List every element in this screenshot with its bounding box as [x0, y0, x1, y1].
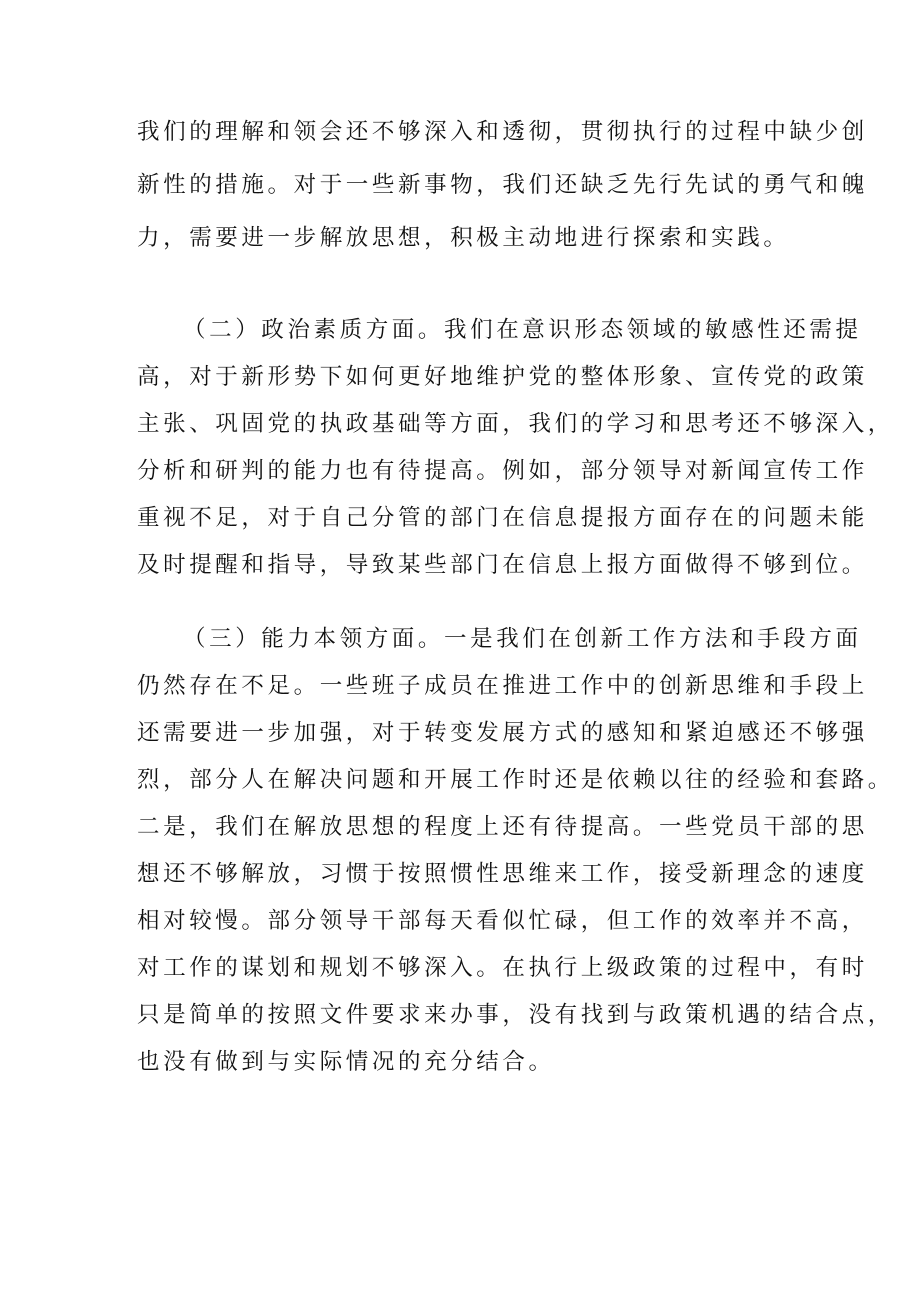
text-line: 想还不够解放，习惯于按照惯性思维来工作，接受新理念的速度 [137, 861, 868, 887]
text-line: 也没有做到与实际情况的充分结合。 [137, 1049, 555, 1075]
text-line: 高，对于新形势下如何更好地维护党的整体形象、宣传党的政策 [137, 364, 868, 390]
text-line: 仍然存在不足。一些班子成员在推进工作中的创新思维和手段上 [137, 673, 868, 699]
text-line: 力，需要进一步解放思想，积极主动地进行探索和实践。 [137, 225, 790, 251]
text-line: 分析和研判的能力也有待提高。例如，部分领导对新闻宣传工作 [137, 458, 868, 484]
text-line: （二）政治素质方面。我们在意识形态领域的敏感性还需提 [183, 317, 862, 343]
text-line: 还需要进一步加强，对于转变发展方式的感知和紧迫感还不够强 [137, 720, 868, 746]
text-line: 烈，部分人在解决问题和开展工作时还是依赖以往的经验和套路。 [137, 767, 894, 793]
text-line: 我们的理解和领会还不够深入和透彻，贯彻执行的过程中缺少创 [137, 119, 868, 145]
text-line: 只是简单的按照文件要求来办事，没有找到与政策机遇的结合点， [137, 1002, 894, 1028]
text-line: 主张、巩固党的执政基础等方面，我们的学习和思考还不够深入， [137, 411, 894, 437]
text-line: 二是，我们在解放思想的程度上还有待提高。一些党员干部的思 [137, 814, 868, 840]
text-line: 及时提醒和指导，导致某些部门在信息上报方面做得不够到位。 [137, 552, 868, 578]
text-line: 重视不足，对于自己分管的部门在信息提报方面存在的问题未能 [137, 505, 868, 531]
text-line: （三）能力本领方面。一是我们在创新工作方法和手段方面 [183, 626, 862, 652]
text-line: 相对较慢。部分领导干部每天看似忙碌，但工作的效率并不高， [137, 908, 868, 934]
text-line: 对工作的谋划和规划不够深入。在执行上级政策的过程中，有时 [137, 955, 868, 981]
text-line: 新性的措施。对于一些新事物，我们还缺乏先行先试的勇气和魄 [137, 172, 868, 198]
